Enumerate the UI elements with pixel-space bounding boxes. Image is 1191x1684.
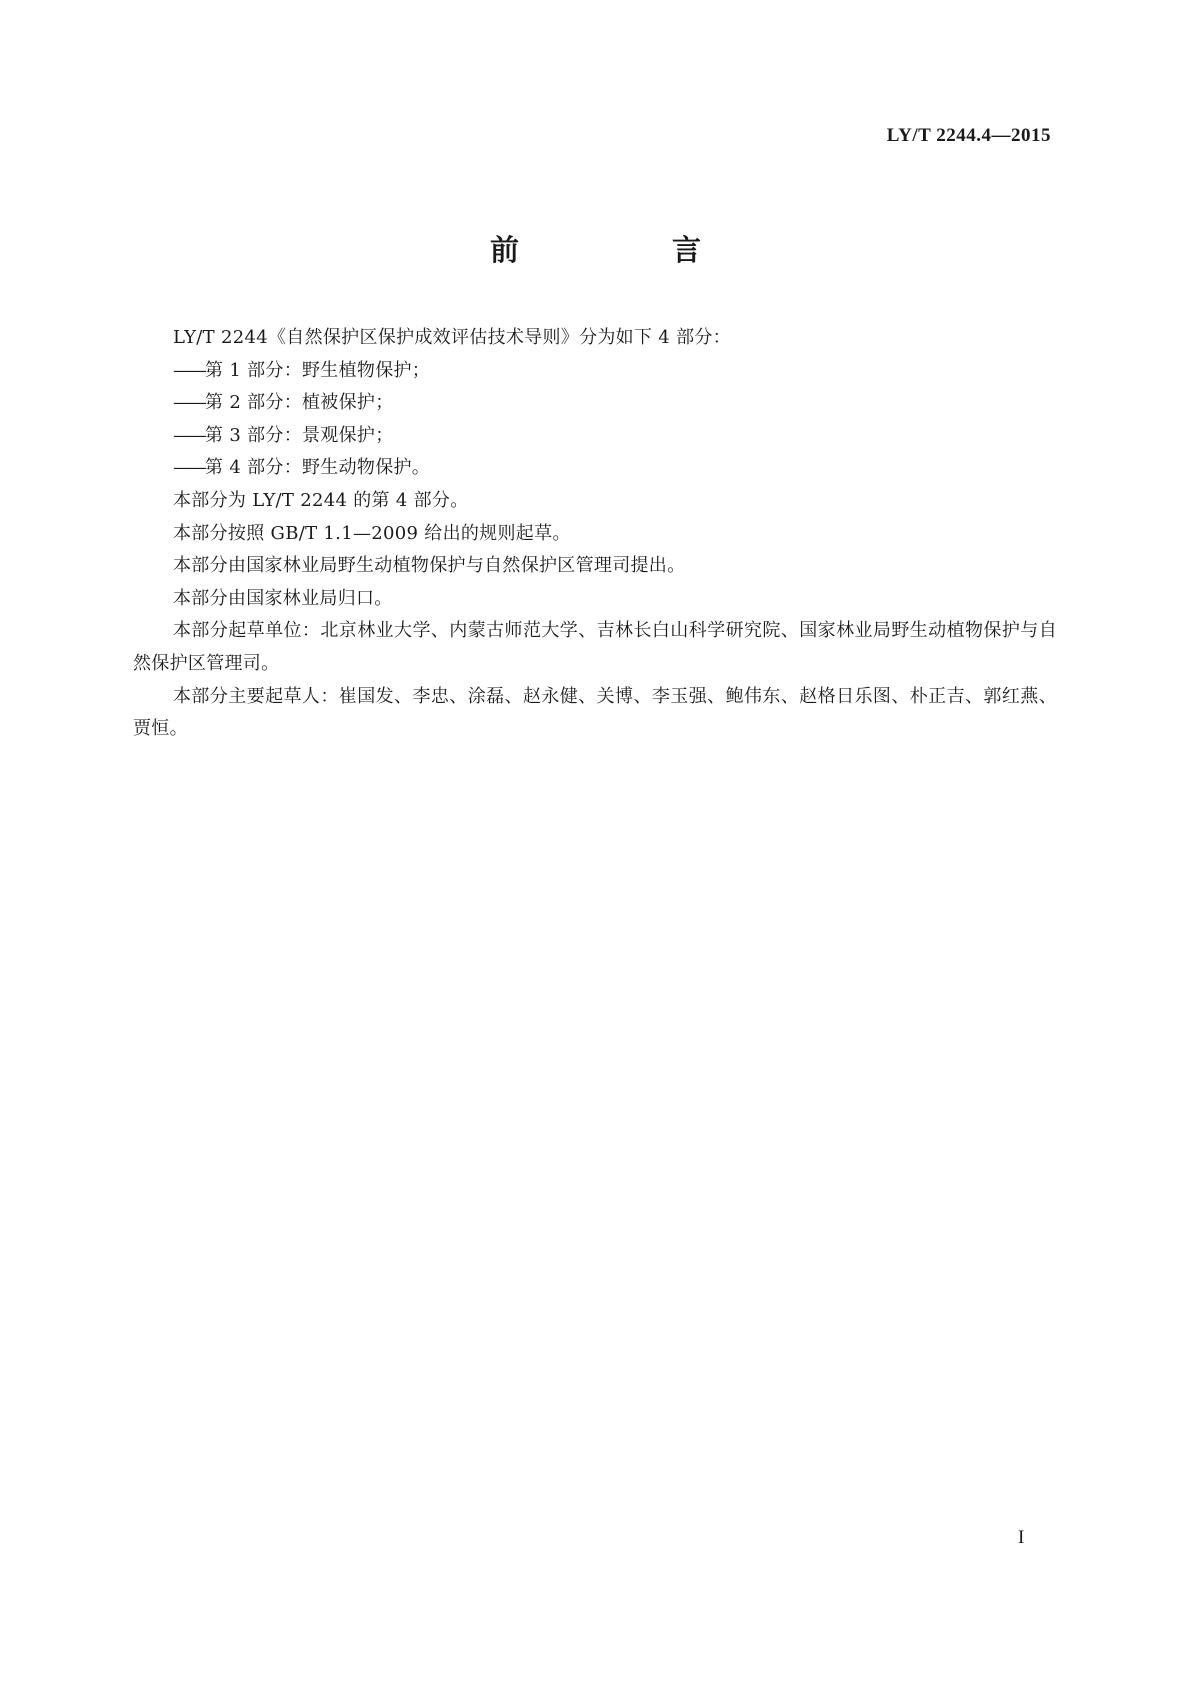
list-dash: —— bbox=[173, 359, 205, 381]
list-item bbox=[133, 420, 1057, 453]
page-title: 前 言 bbox=[489, 233, 763, 267]
list-item-text: 第 3 部分：景观保护； bbox=[205, 424, 394, 446]
list-dash: —— bbox=[173, 457, 205, 479]
list-item bbox=[133, 452, 1057, 485]
list-item-text: 第 4 部分：野生动物保护。 bbox=[205, 457, 431, 479]
list-item bbox=[133, 387, 1057, 420]
list-item bbox=[133, 355, 1057, 388]
document-number: LY/T 2244.4—2015 bbox=[886, 125, 1051, 146]
page-number: I bbox=[1018, 1527, 1025, 1548]
list-item-text: 第 1 部分：野生植物保护； bbox=[205, 359, 431, 381]
drafters-paragraph: 本部分主要起草人：崔国发、李忠、涂磊、赵永健、关博、李玉强、鲍伟东、赵格日乐图、朴正吉、郭红燕、贾恒。 bbox=[133, 685, 1057, 740]
list-dash: —— bbox=[173, 424, 205, 446]
part-statement-paragraph: 本部分为 LY/T 2244 的第 4 部分。 bbox=[173, 489, 469, 511]
centralized-unit-paragraph: 本部分由国家林业局归口。 bbox=[173, 587, 393, 609]
list-item-text: 第 2 部分：植被保护； bbox=[205, 392, 394, 414]
drafting-rules-paragraph: 本部分按照 GB/T 1.1—2009 给出的规则起草。 bbox=[173, 522, 571, 544]
preface-body bbox=[133, 322, 1057, 746]
intro-paragraph: LY/T 2244《自然保护区保护成效评估技术导则》分为如下 4 部分： bbox=[173, 327, 731, 348]
drafting-units-paragraph: 本部分起草单位：北京林业大学、内蒙古师范大学、吉林长白山科学研究院、国家林业局野生动植物保护与自然保护区管理司。 bbox=[133, 620, 1057, 674]
proposer-paragraph: 本部分由国家林业局野生动植物保护与自然保护区管理司提出。 bbox=[173, 555, 686, 577]
list-dash: —— bbox=[173, 392, 205, 414]
